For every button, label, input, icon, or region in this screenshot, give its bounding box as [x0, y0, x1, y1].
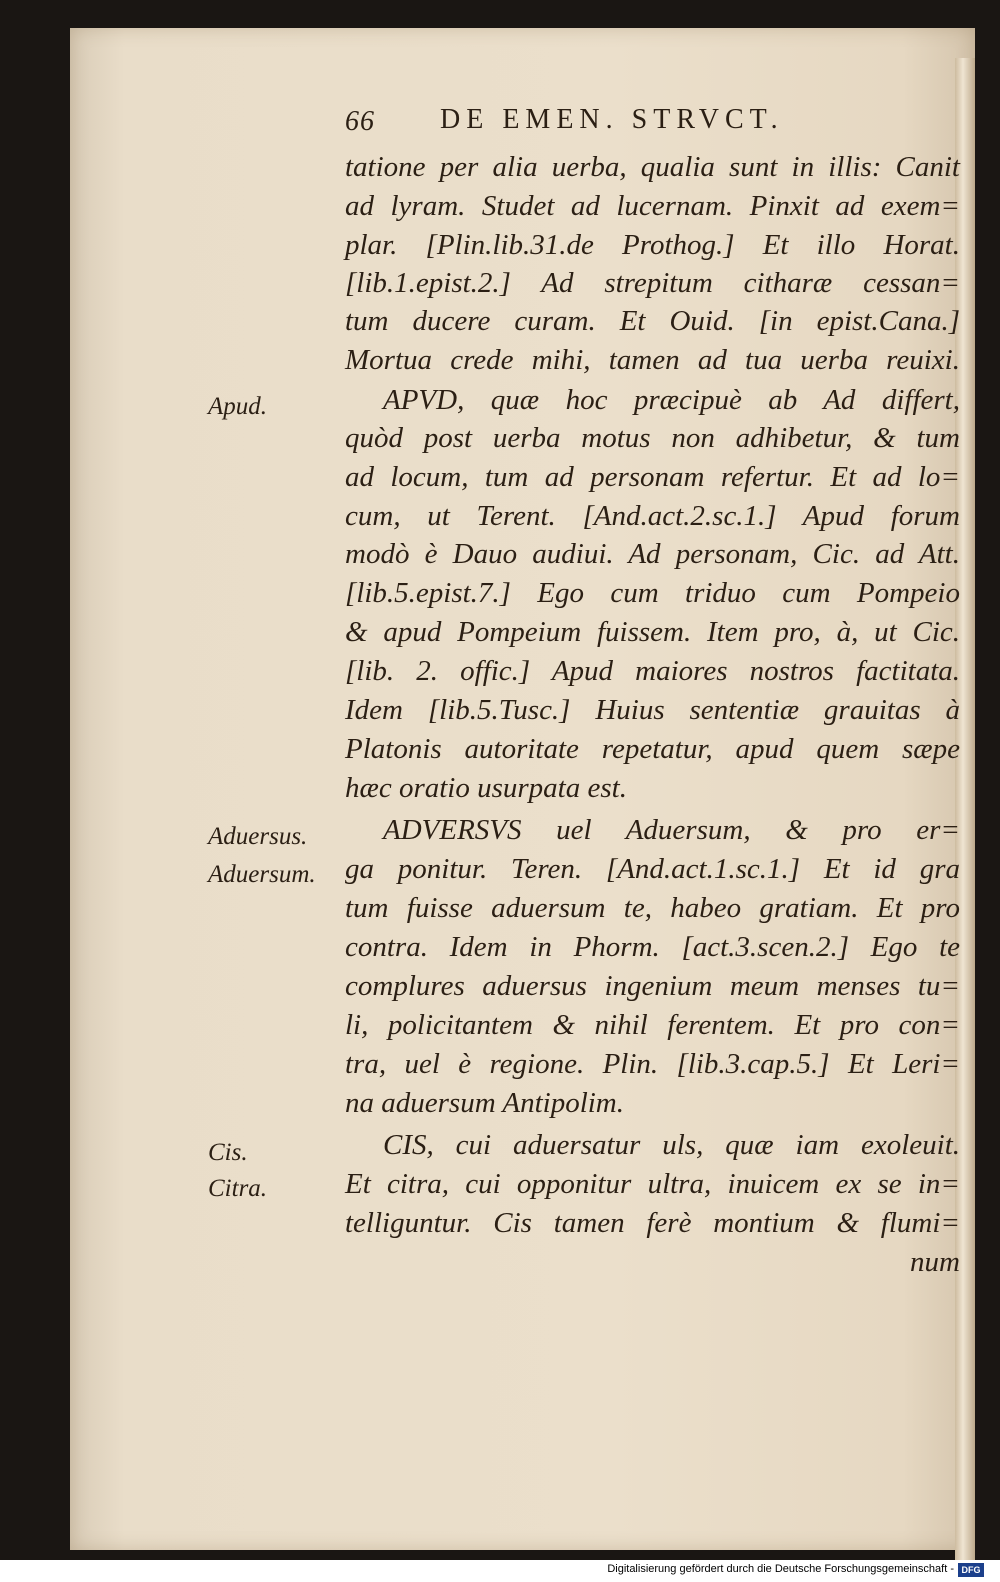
running-title: DE EMEN. STRVCT. — [440, 104, 784, 135]
catchword: num — [910, 1246, 960, 1278]
text-line: li, policitantem & nihil ferentem. Et pro con= — [345, 1009, 960, 1041]
text-line: Et citra, cui opponitur ultra, inuicem ex se in= — [345, 1168, 960, 1200]
margin-note-aduersum: Aduersum. — [208, 861, 316, 888]
text-line: tum ducere curam. Et Ouid. [in epist.Cana.] — [345, 305, 960, 337]
text-line: modò è Dauo audiui. Ad personam, Cic. ad Att. — [345, 538, 960, 570]
text-line: cum, ut Terent. [And.act.2.sc.1.] Apud forum — [345, 500, 960, 532]
text-line: quòd post uerba motus non adhibetur, & tum — [345, 422, 960, 454]
text-line: complures aduersus ingenium meum menses tu= — [345, 970, 960, 1002]
text-line: ga ponitur. Teren. [And.act.1.sc.1.] Et id gra — [345, 853, 960, 885]
text-line: tra, uel è regione. Plin. [lib.3.cap.5.] Et Leri= — [345, 1048, 960, 1080]
text-line: & apud Pompeium fuissem. Item pro, à, ut Cic. — [345, 616, 960, 648]
digitization-footer — [0, 1560, 1000, 1582]
text-line: APVD, quæ hoc præcipuè ab Ad differt, — [383, 384, 960, 416]
text-line: tatione per alia uerba, qualia sunt in illis: Canit — [345, 151, 960, 183]
text-line: [lib.5.epist.7.] Ego cum triduo cum Pompeio — [345, 577, 960, 609]
text-line: na aduersum Antipolim. — [345, 1087, 624, 1119]
footer-credit: Digitalisierung gefördert durch die Deutsche Forschungsgemeinschaft - — [607, 1563, 954, 1575]
text-line: plar. [Plin.lib.31.de Prothog.] Et illo Horat. — [345, 229, 960, 261]
text-line: telliguntur. Cis tamen ferè montium & flumi= — [345, 1207, 960, 1239]
dfg-logo: DFG — [958, 1563, 984, 1577]
text-line: ad lyram. Studet ad lucernam. Pinxit ad exem= — [345, 190, 960, 222]
text-line: Idem [lib.5.Tusc.] Huius sententiæ grauitas à — [345, 694, 960, 726]
text-line: [lib.1.epist.2.] Ad strepitum citharæ cessan= — [345, 267, 960, 299]
text-line: Platonis autoritate repetatur, apud quem sæpe — [345, 733, 960, 765]
margin-note-aduersus: Aduersus. — [208, 823, 308, 850]
text-line: [lib. 2. offic.] Apud maiores nostros factitata. — [345, 655, 960, 687]
text-line: ad locum, tum ad personam refertur. Et ad lo= — [345, 461, 960, 493]
text-line: CIS, cui aduersatur uls, quæ iam exoleuit. — [383, 1129, 960, 1161]
text-line: ADVERSVS uel Aduersum, & pro er= — [383, 814, 960, 846]
text-line: hæc oratio usurpata est. — [345, 772, 627, 804]
running-header — [345, 104, 960, 144]
page-number: 66 — [345, 106, 375, 137]
text-line: Mortua crede mihi, tamen ad tua uerba reuixi. — [345, 344, 960, 376]
margin-note-apud: Apud. — [208, 393, 268, 420]
margin-note-cis: Cis. — [208, 1139, 248, 1166]
text-line: tum fuisse aduersum te, habeo gratiam. Et pro — [345, 892, 960, 924]
margin-note-citra: Citra. — [208, 1175, 268, 1202]
text-line: contra. Idem in Phorm. [act.3.scen.2.] Ego te — [345, 931, 960, 963]
